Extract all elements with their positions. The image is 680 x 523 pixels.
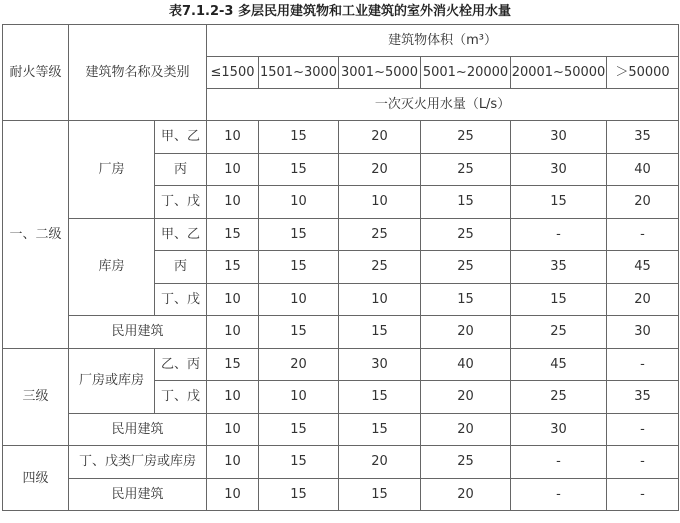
cell: 25 <box>421 446 511 479</box>
category: 丁、戊 <box>155 186 207 219</box>
header-flow: 一次灭火用水量（L/s） <box>207 89 679 121</box>
cell: 25 <box>421 153 511 186</box>
cell: - <box>511 446 607 479</box>
cell: 15 <box>259 478 339 511</box>
volume-range: 20001~50000 <box>511 57 607 89</box>
cell: 25 <box>339 218 421 251</box>
type-ding-wu-factory-or-warehouse: 丁、戊类厂房或库房 <box>69 446 207 479</box>
cell: 20 <box>339 121 421 154</box>
cell: 10 <box>207 446 259 479</box>
category: 丁、戊 <box>155 283 207 316</box>
cell: 10 <box>259 186 339 219</box>
cell: 30 <box>339 348 421 381</box>
cell: 35 <box>607 381 679 414</box>
cell: 25 <box>511 316 607 349</box>
cell: 20 <box>421 413 511 446</box>
grade-3: 三级 <box>3 348 69 446</box>
cell: 10 <box>207 381 259 414</box>
cell: 10 <box>207 283 259 316</box>
category: 丙 <box>155 153 207 186</box>
cell: 45 <box>511 348 607 381</box>
cell: 15 <box>259 316 339 349</box>
cell: 10 <box>207 121 259 154</box>
cell: 20 <box>607 283 679 316</box>
volume-range: 3001~5000 <box>339 57 421 89</box>
cell: 15 <box>511 283 607 316</box>
type-warehouse: 库房 <box>69 218 155 316</box>
cell: 15 <box>339 316 421 349</box>
cell: 30 <box>511 413 607 446</box>
type-civil: 民用建筑 <box>69 316 207 349</box>
header-volume: 建筑物体积（m³） <box>207 25 679 57</box>
volume-range: ≤1500 <box>207 57 259 89</box>
cell: 25 <box>421 218 511 251</box>
cell: 25 <box>421 121 511 154</box>
cell: 15 <box>421 283 511 316</box>
table-title: 表7.1.2-3 多层民用建筑物和工业建筑的室外消火栓用水量 <box>169 4 511 19</box>
cell: 15 <box>259 153 339 186</box>
cell: 15 <box>421 186 511 219</box>
cell: 40 <box>607 153 679 186</box>
cell: 20 <box>607 186 679 219</box>
cell: 20 <box>339 446 421 479</box>
cell: 10 <box>339 186 421 219</box>
category: 丙 <box>155 251 207 284</box>
cell: 15 <box>259 446 339 479</box>
cell: 15 <box>259 121 339 154</box>
header-fire-rating: 耐火等级 <box>3 25 69 121</box>
cell: 40 <box>421 348 511 381</box>
category: 甲、乙 <box>155 218 207 251</box>
cell: - <box>607 413 679 446</box>
cell: 35 <box>607 121 679 154</box>
header-building-type: 建筑物名称及类别 <box>69 25 207 121</box>
volume-range: 5001~20000 <box>421 57 511 89</box>
category: 丁、戊 <box>155 381 207 414</box>
cell: 20 <box>339 153 421 186</box>
category: 乙、丙 <box>155 348 207 381</box>
type-factory: 厂房 <box>69 121 155 219</box>
grade-4: 四级 <box>3 446 69 511</box>
cell: 15 <box>207 251 259 284</box>
cell: 30 <box>511 121 607 154</box>
cell: - <box>607 218 679 251</box>
cell: - <box>511 218 607 251</box>
volume-range: 1501~3000 <box>259 57 339 89</box>
type-factory-or-warehouse: 厂房或库房 <box>69 348 155 413</box>
cell: 30 <box>607 316 679 349</box>
cell: 15 <box>259 218 339 251</box>
cell: 25 <box>339 251 421 284</box>
cell: 15 <box>339 413 421 446</box>
cell: 45 <box>607 251 679 284</box>
cell: 20 <box>259 348 339 381</box>
cell: 20 <box>421 316 511 349</box>
cell: 25 <box>511 381 607 414</box>
cell: 25 <box>421 251 511 284</box>
category: 甲、乙 <box>155 121 207 154</box>
grade-1-2: 一、二级 <box>3 121 69 349</box>
cell: 15 <box>339 478 421 511</box>
cell: 10 <box>207 153 259 186</box>
cell: 35 <box>511 251 607 284</box>
cell: 30 <box>511 153 607 186</box>
cell: 15 <box>207 348 259 381</box>
cell: - <box>607 446 679 479</box>
water-volume-table <box>2 24 679 511</box>
cell: 15 <box>207 218 259 251</box>
type-civil: 民用建筑 <box>69 413 207 446</box>
cell: 10 <box>207 478 259 511</box>
volume-range: ＞50000 <box>607 57 679 89</box>
cell: 10 <box>259 381 339 414</box>
cell: 10 <box>207 186 259 219</box>
cell: 10 <box>207 316 259 349</box>
cell: 10 <box>207 413 259 446</box>
cell: - <box>511 478 607 511</box>
type-civil: 民用建筑 <box>69 478 207 511</box>
cell: - <box>607 348 679 381</box>
cell: 15 <box>259 413 339 446</box>
cell: 10 <box>259 283 339 316</box>
cell: 15 <box>511 186 607 219</box>
cell: 20 <box>421 381 511 414</box>
cell: 10 <box>339 283 421 316</box>
cell: 20 <box>421 478 511 511</box>
cell: - <box>607 478 679 511</box>
cell: 15 <box>339 381 421 414</box>
cell: 15 <box>259 251 339 284</box>
